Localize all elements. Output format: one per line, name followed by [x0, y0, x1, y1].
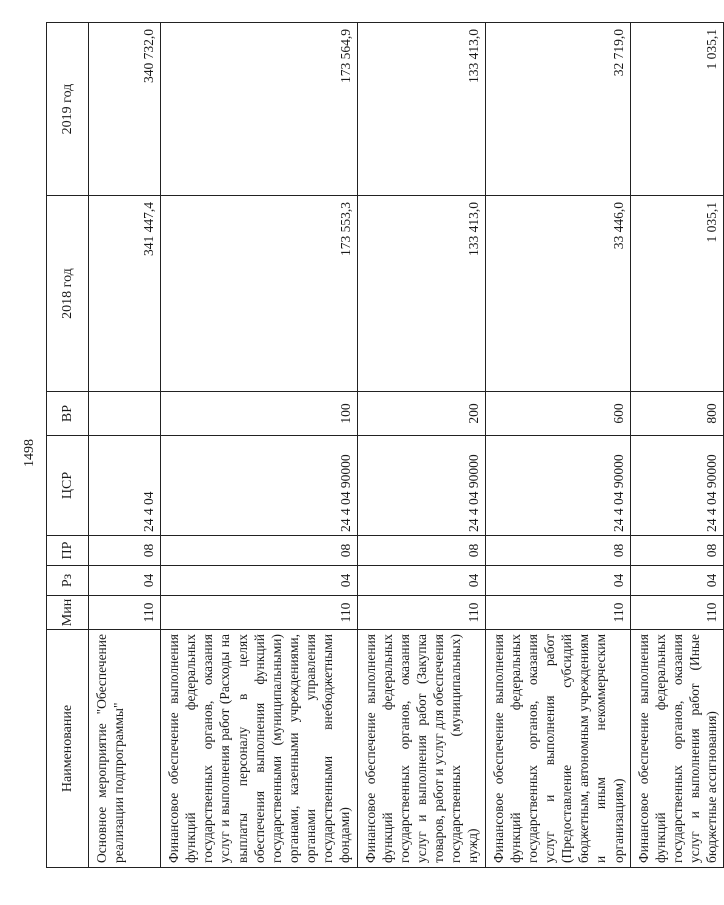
cell-vr: 800	[630, 392, 724, 436]
cell-2019: 133 413,0	[357, 23, 485, 196]
cell-2018: 1 035,1	[630, 196, 724, 392]
cell-vr: 600	[485, 392, 630, 436]
cell-2019: 32 719,0	[485, 23, 630, 196]
cell-name: Финансовое обеспечение выполнения функций федеральных государственных органов, оказания услуг и выполнения работ (Иные бюджетные ассигнования)	[630, 630, 724, 868]
header-2019: 2019 год	[47, 23, 89, 196]
cell-min: 110	[161, 596, 358, 630]
cell-rz: 04	[357, 566, 485, 596]
table-row	[161, 23, 358, 868]
cell-pr: 08	[630, 536, 724, 566]
cell-csr: 24 4 04 90000	[161, 436, 358, 536]
table-row	[630, 23, 724, 868]
cell-name: Финансовое обеспечение выполнения функций федеральных государственных органов, оказания услуг и выполнения работ (Закупка товаров, работ и услуг для обеспечения государственных (муниципальных) нужд)	[357, 630, 485, 868]
cell-pr: 08	[485, 536, 630, 566]
cell-csr: 24 4 04 90000	[485, 436, 630, 536]
cell-2018: 341 447,4	[89, 196, 161, 392]
cell-min: 110	[485, 596, 630, 630]
cell-rz: 04	[630, 566, 724, 596]
cell-rz: 04	[161, 566, 358, 596]
cell-vr: 200	[357, 392, 485, 436]
header-rz: Рз	[47, 566, 89, 596]
cell-min: 110	[357, 596, 485, 630]
cell-2019: 1 035,1	[630, 23, 724, 196]
table-header	[47, 23, 89, 868]
table-row	[357, 23, 485, 868]
budget-table	[46, 22, 724, 868]
cell-csr: 24 4 04	[89, 436, 161, 536]
header-row	[47, 23, 89, 868]
cell-pr: 08	[89, 536, 161, 566]
cell-csr: 24 4 04 90000	[357, 436, 485, 536]
cell-name: Финансовое обеспечение выполнения функций федеральных государственных органов, оказания услуг и выполнения работ (Предоставление субсидий бюджетным, автономным учреждениям и иным некоммерческим организациям)	[485, 630, 630, 868]
header-csr: ЦСР	[47, 436, 89, 536]
cell-min: 110	[89, 596, 161, 630]
cell-pr: 08	[357, 536, 485, 566]
page-number: 1498	[22, 439, 37, 467]
table-row	[89, 23, 161, 868]
header-name: Наименование	[47, 630, 89, 868]
cell-csr: 24 4 04 90000	[630, 436, 724, 536]
cell-pr: 08	[161, 536, 358, 566]
cell-2018: 33 446,0	[485, 196, 630, 392]
cell-name: Финансовое обеспечение выполнения функций федеральных государственных органов, оказания услуг и выполнения работ (Расходы на выплаты персоналу в целях обеспечения выполнения функций государственными (муниципальными) органами, казенными учреждениями, органами управления государственными внебюджетными фондами)	[161, 630, 358, 868]
cell-rz: 04	[485, 566, 630, 596]
cell-vr	[89, 392, 161, 436]
cell-2018: 173 553,3	[161, 196, 358, 392]
cell-vr: 100	[161, 392, 358, 436]
header-pr: ПР	[47, 536, 89, 566]
table-body	[89, 23, 724, 868]
cell-name: Основное мероприятие "Обеспечение реализации подпрограммы"	[89, 630, 161, 868]
table-container	[46, 0, 720, 905]
cell-2019: 173 564,9	[161, 23, 358, 196]
header-vr: ВР	[47, 392, 89, 436]
rotated-table-frame	[46, 23, 720, 868]
cell-min: 110	[630, 596, 724, 630]
cell-2019: 340 732,0	[89, 23, 161, 196]
cell-rz: 04	[89, 566, 161, 596]
header-min: Мин	[47, 596, 89, 630]
cell-2018: 133 413,0	[357, 196, 485, 392]
table-row	[485, 23, 630, 868]
header-2018: 2018 год	[47, 196, 89, 392]
